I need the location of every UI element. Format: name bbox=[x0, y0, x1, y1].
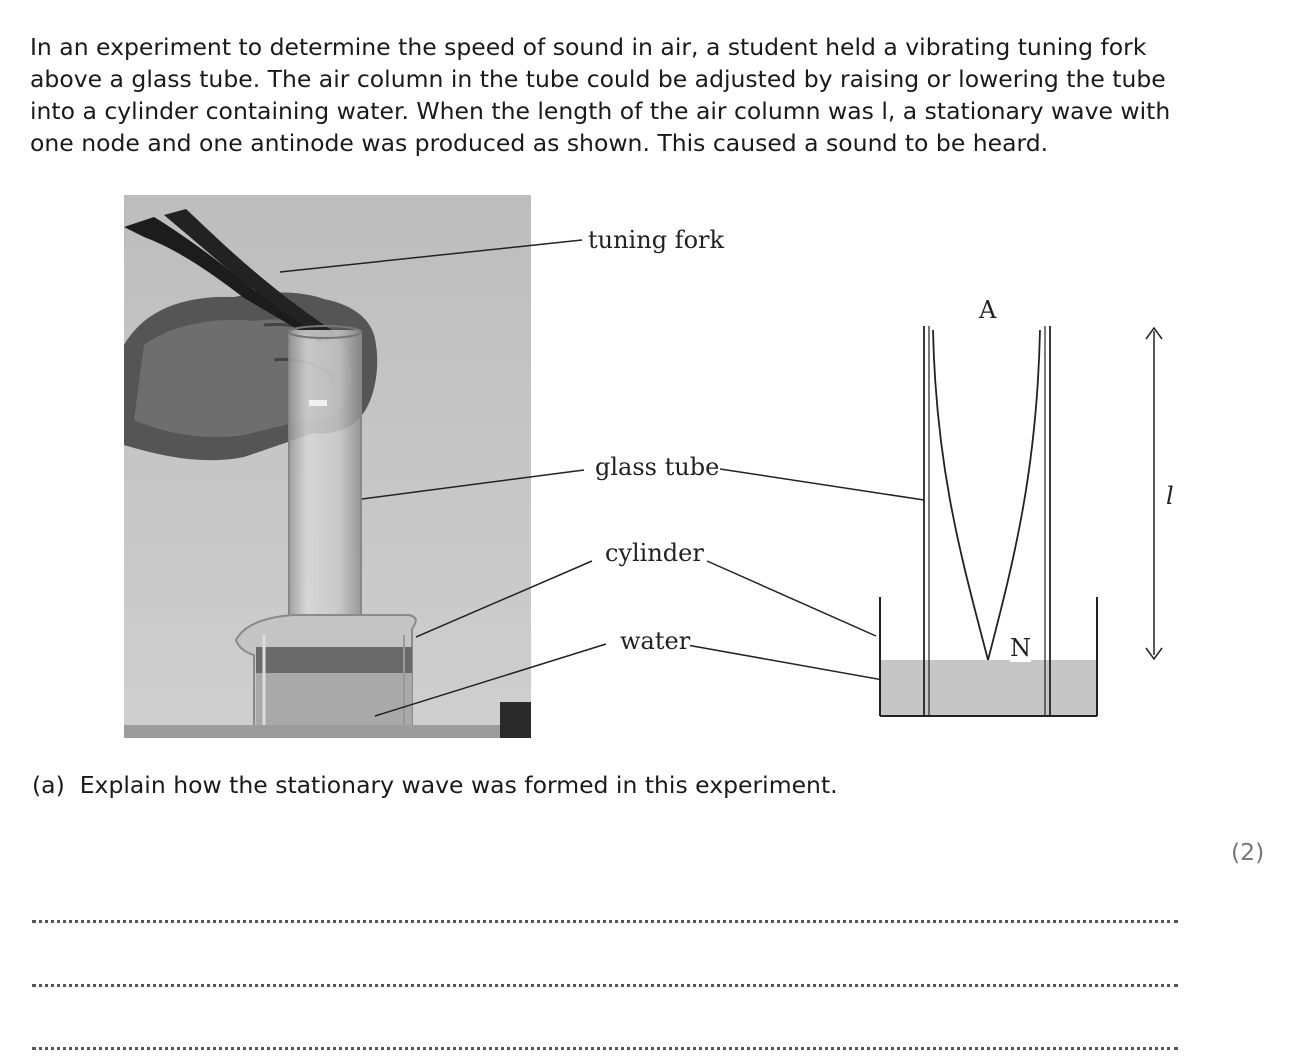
label-antinode: A bbox=[979, 296, 997, 324]
leader-line-glass-tube-diagram bbox=[720, 469, 924, 500]
label-length: l bbox=[1166, 482, 1174, 510]
leader-line-cylinder-diagram bbox=[707, 561, 876, 636]
label-glass-tube: glass tube bbox=[595, 453, 720, 481]
label-cylinder: cylinder bbox=[605, 539, 704, 567]
label-node: N bbox=[1010, 634, 1031, 662]
wave-envelope-right bbox=[988, 330, 1040, 660]
label-tuning-fork: tuning fork bbox=[588, 226, 725, 254]
leader-line-water-diagram bbox=[687, 645, 900, 683]
intro-line: into a cylinder containing water. When the length of the air column was l, a stationary wave with bbox=[30, 97, 1171, 125]
answer-line[interactable] bbox=[32, 920, 1178, 923]
answer-line[interactable] bbox=[32, 984, 1178, 987]
answer-line[interactable] bbox=[32, 1047, 1178, 1050]
question-part-label: (a) bbox=[32, 771, 65, 799]
water-region bbox=[880, 660, 1097, 716]
leader-line-tuning-fork bbox=[280, 240, 582, 272]
marks-indicator: (2) bbox=[1231, 838, 1265, 866]
intro-line: In an experiment to determine the speed of sound in air, a student held a vibrating tuning fork bbox=[30, 33, 1147, 61]
leader-line-glass-tube-photo bbox=[362, 470, 584, 499]
leader-line-water-photo bbox=[375, 644, 606, 716]
wave-envelope-left bbox=[933, 330, 988, 660]
question-text: Explain how the stationary wave was formed in this experiment. bbox=[79, 771, 838, 799]
intro-line: above a glass tube. The air column in the tube could be adjusted by raising or lowering the tube bbox=[30, 65, 1166, 93]
intro-line: one node and one antinode was produced as shown. This caused a sound to be heard. bbox=[30, 129, 1049, 157]
question-a bbox=[32, 771, 838, 799]
leader-line-cylinder-photo bbox=[416, 561, 592, 637]
label-water: water bbox=[620, 627, 691, 655]
